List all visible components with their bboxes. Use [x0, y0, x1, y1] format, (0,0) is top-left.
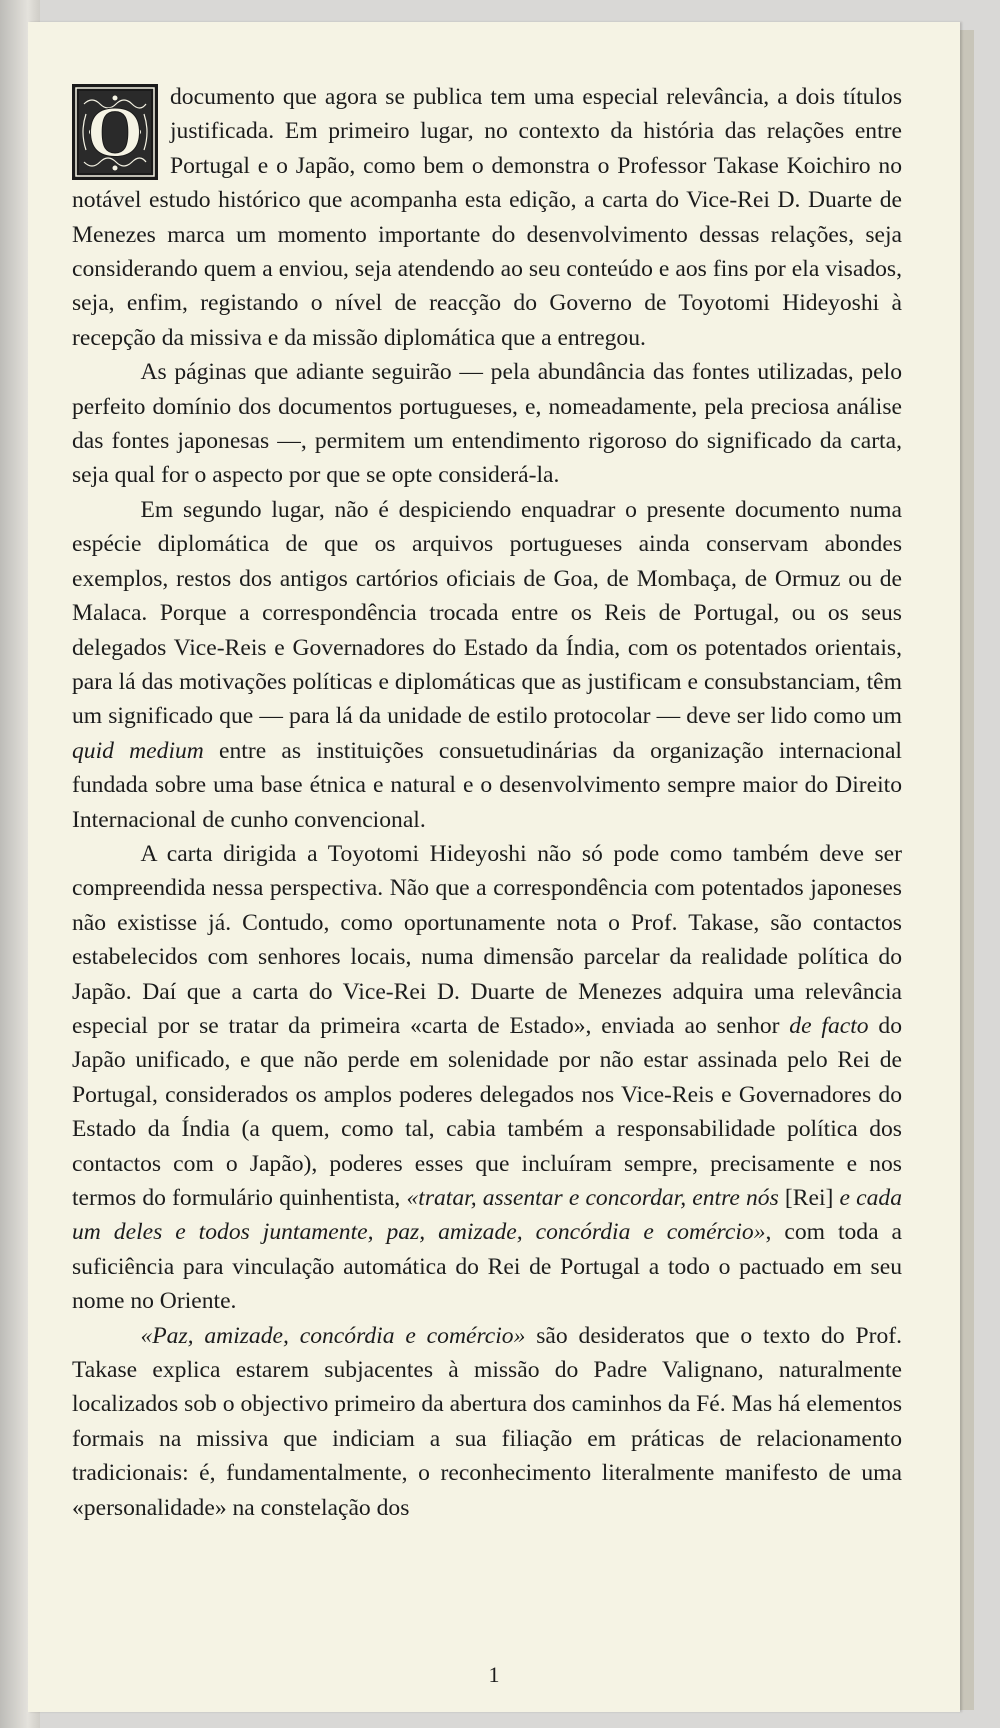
ornamental-initial-icon: [72, 84, 158, 180]
paragraph-5-text: [72, 1323, 902, 1521]
text-run: , com toda a suficiência para vinculação automática do Rei de Portugal a todo o pactuado em seu nome no Oriente.: [72, 1219, 902, 1315]
text-run: A carta dirigida a Toyotomi Hideyoshi não só pode como também deve ser compreendida nessa perspectiva. Não que a correspondência com potentados japoneses não existisse já. Contudo, como oportunamente nota o Prof. Takase, são contactos estabelecidos com senhores locais, numa dimensão parcelar da realidade política do Japão. Daí que a carta do Vice-Rei D. Duarte de Menezes adquira uma relevância especial por se tratar da primeira «carta de Estado», enviada ao senhor: [72, 840, 902, 1039]
text-run: Em segundo lugar, não é despiciendo enquadrar o presente documento numa espécie diplomática de que os arquivos portugueses ainda conservam abondes exemplos, restos dos antigos cartórios oficiais de Goa, de Mombaça, de Ormuz ou de Malaca. Porque a correspondência trocada entre os Reis de Portugal, ou os seus delegados Vice-Reis e Governadores do Estado da Índia, com os potentados orientais, para lá das motivações políticas e diplomáticas que as justificam e consubstanciam, têm um significado que — para lá da unidade de estilo protocolar — deve ser lido como um: [72, 496, 902, 730]
paragraph-4: [72, 837, 902, 1319]
drop-cap: [72, 84, 158, 180]
paragraph-5: [72, 1319, 902, 1525]
italic-text-run: de facto: [789, 1012, 869, 1039]
italic-text-run: «Paz, amizade, concórdia e comércio»: [140, 1322, 526, 1349]
paragraph-2-text: [72, 359, 902, 488]
drop-cap-letter: O: [86, 92, 144, 172]
italic-text-run: e cada um deles e todos juntamente, paz, amizade, concórdia e comércio»: [72, 1185, 903, 1246]
text-run: são desideratos que o texto do Prof. Takase explica estarem subjacentes à missão do Padre Valignano, naturalmente localizados sob o objectivo primeiro da abertura dos caminhos da Fé. Mas há elementos formais na missiva que indiciam a sua filiação em práticas de relacionamento tradicionais: é, fundamentalmente, o reconhecimento literalmente manifesto de uma «personalidade» na constelação dos: [72, 1322, 903, 1521]
page-number: 1: [488, 1662, 500, 1687]
italic-text-run: «tratar, assentar e concordar, entre nós: [406, 1185, 779, 1211]
text-run: documento que agora se publica tem uma especial relevância, a dois títulos justificada. Em primeiro lugar, no contexto da história das relações entre Portugal e o Japão, como bem o demonstra o Professor Takase Koichiro no notável estudo histórico que acompanha esta edição, a carta do Vice-Rei D. Duarte de Menezes marca um momento importante do desenvolvimento dessas relações, seja considerando quem a enviou, seja atendendo ao seu conteúdo e aos fins por ela visados, seja, enfim, registando o nível de reacção do Governo de Toyotomi Hideyoshi à recepção da missiva e da missão diplomática que a entregou.: [72, 84, 902, 351]
paragraph-3: [72, 493, 902, 837]
paragraph-4-text: [72, 841, 902, 1314]
paragraph-3-text: [72, 497, 902, 833]
text-run: [Rei]: [778, 1185, 840, 1211]
paragraph-2: [72, 355, 902, 493]
body-text: [72, 80, 902, 1525]
book-page: [28, 22, 960, 1712]
italic-text-run: quid medium: [72, 737, 204, 764]
text-run: As páginas que adiante seguirão — pela abundância das fontes utilizadas, pelo perfeito domínio dos documentos portugueses, e, nomeadamente, pela preciosa análise das fontes japonesas —, permitem um entendimento rigoroso do significado da carta, seja qual for o aspecto por que se opte considerá-la.: [72, 359, 902, 489]
text-run: entre as instituições consuetudinárias da organização internacional fundada sobre uma base étnica e natural e o desenvolvimento sempre maior do Direito Internacional de cunho convencional.: [72, 737, 902, 833]
text-run: do Japão unificado, e que não perde em solenidade por não estar assinada pelo Rei de Portugal, considerados os amplos poderes delegados nos Vice-Reis e Governadores do Estado da Índia (a quem, como tal, cabia também a responsabilidade política dos contactos com o Japão), poderes esses que incluíram sempre, precisamente e nos termos do formulário quinhentista,: [72, 1012, 902, 1211]
paragraph-1-text: [72, 84, 902, 351]
paragraph-1: [72, 80, 902, 355]
